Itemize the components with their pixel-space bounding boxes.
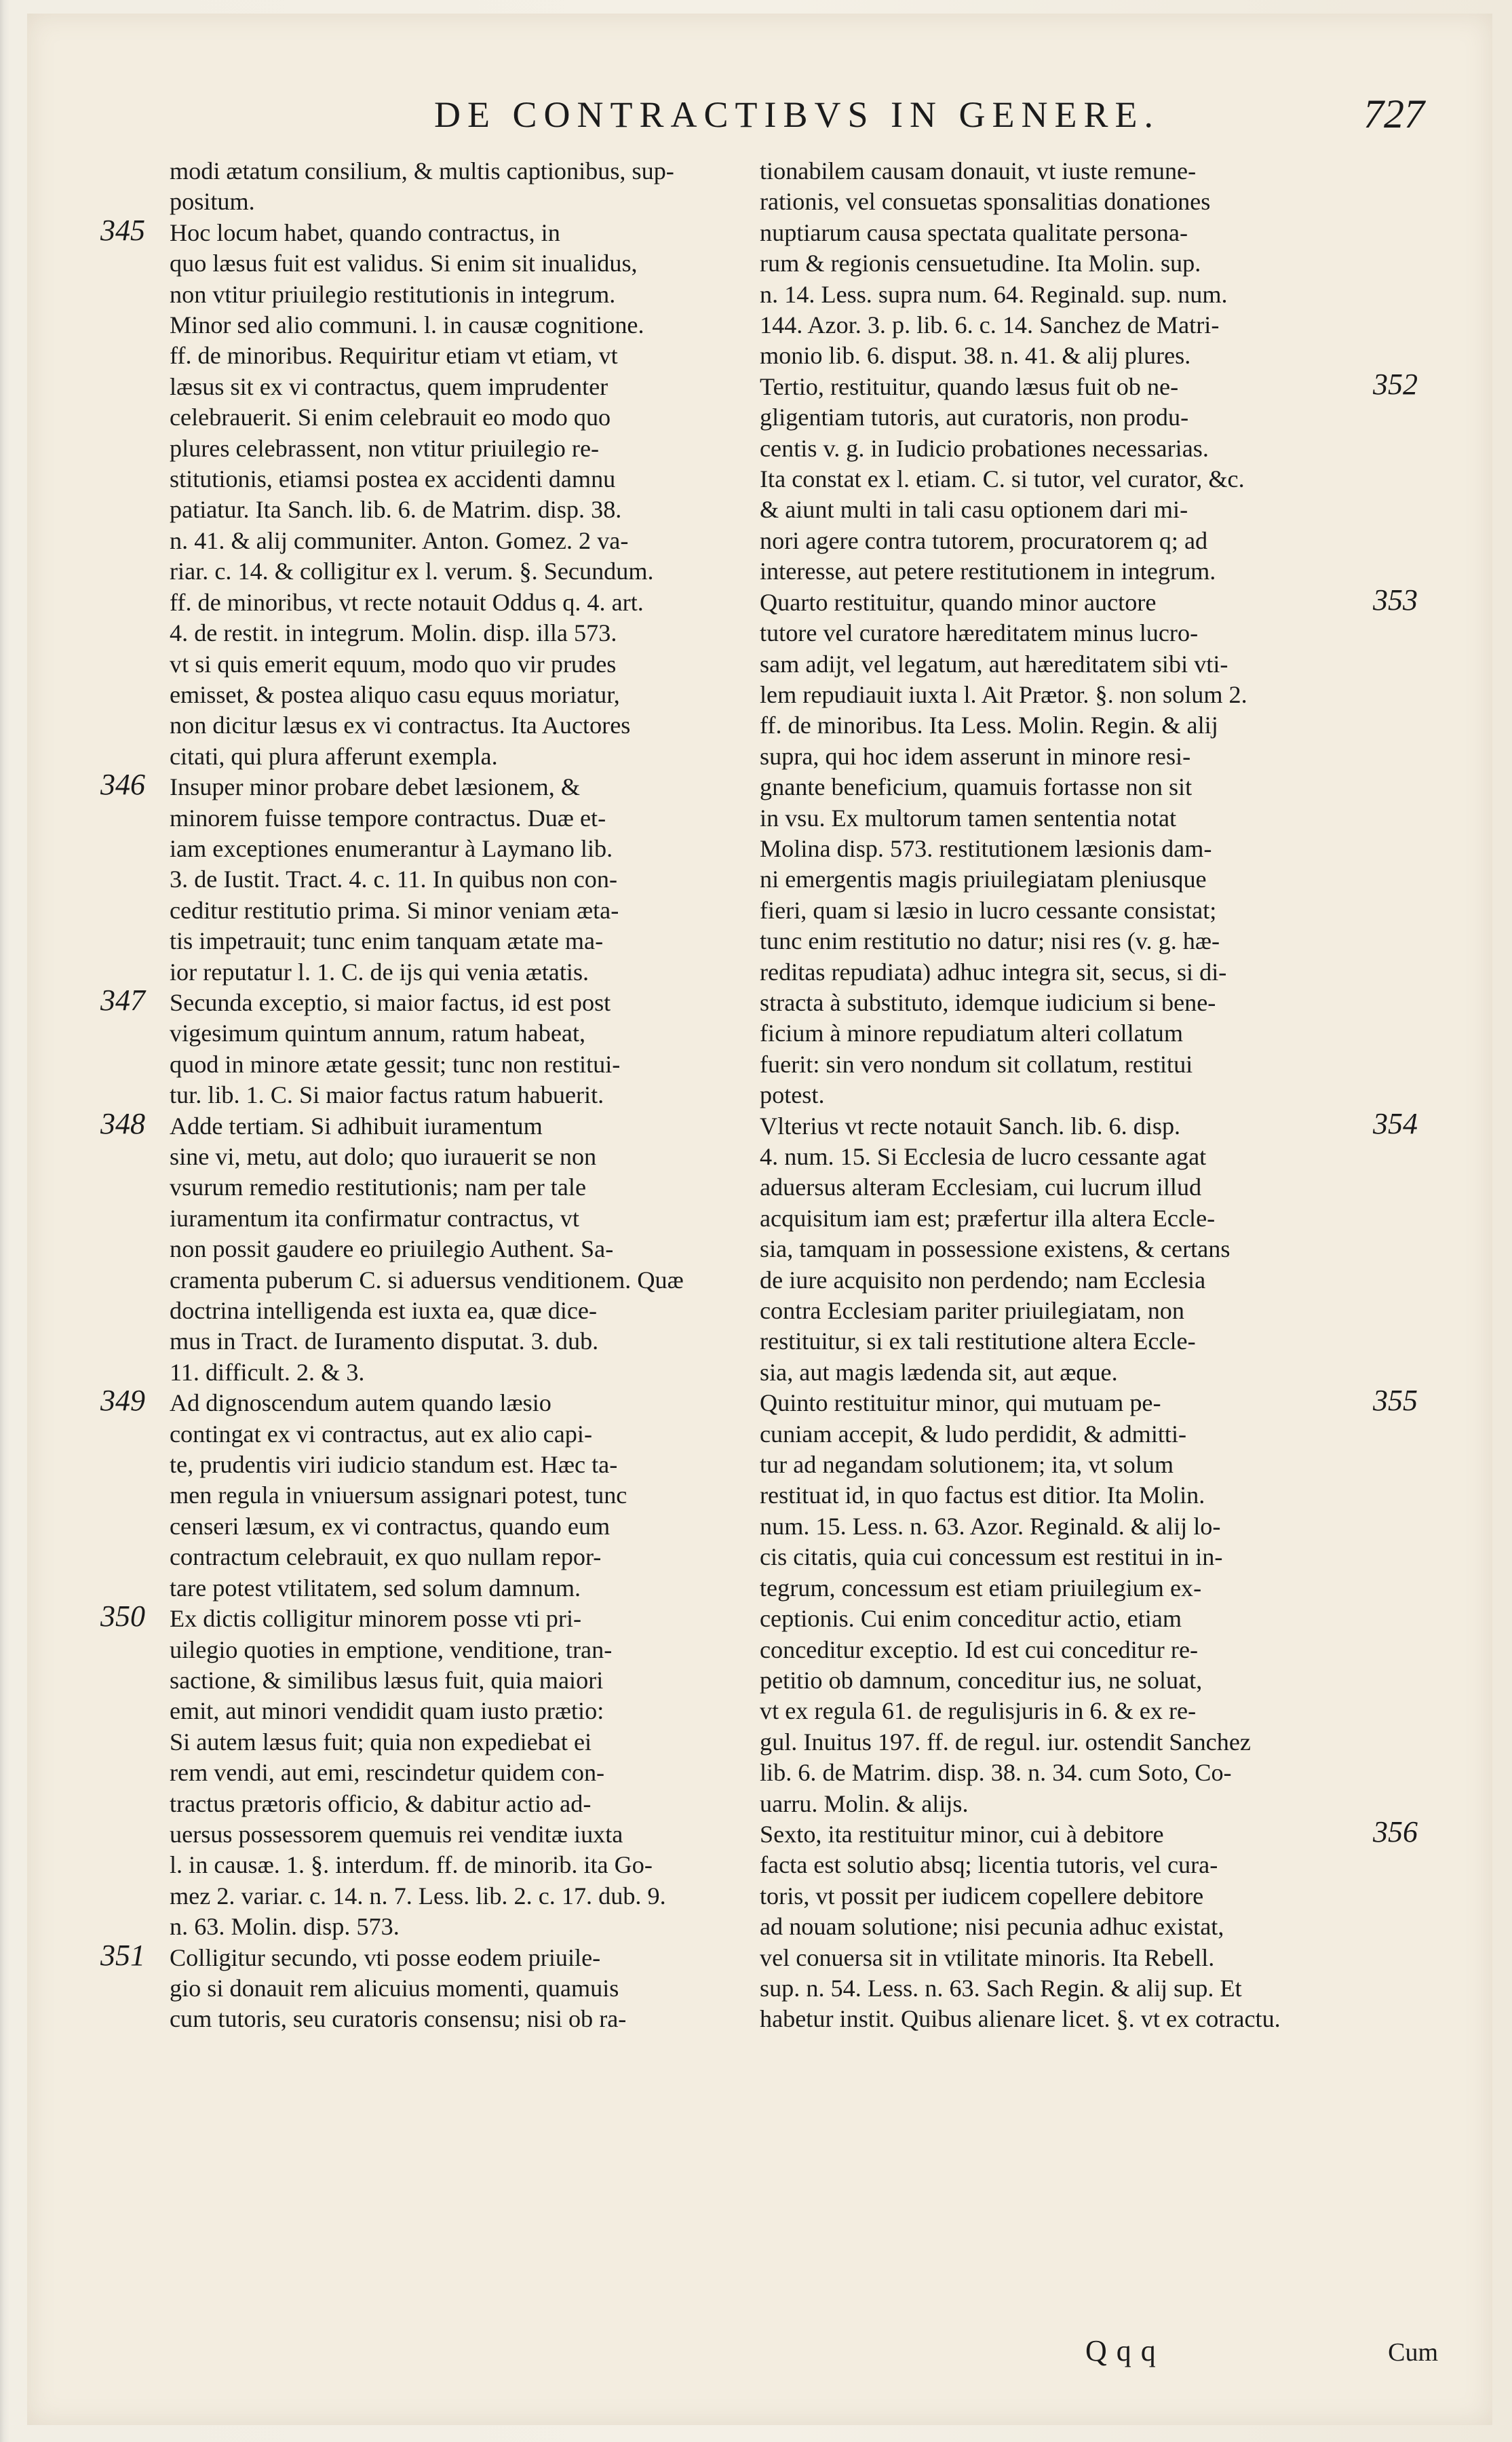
text-line: gligentiam tutoris, aut curatoris, non produ- [760, 404, 1189, 431]
text-line: fieri, quam si læsio in lucro cessante consistat; [760, 896, 1217, 924]
text-line: emisset, & postea aliquo casu equus moriatur, [170, 680, 620, 708]
text-line: sup. n. 54. Less. n. 63. Sach Regin. & alij sup. Et [760, 1974, 1242, 2002]
text-line: stitutionis, etiamsi postea ex accidenti damnu [170, 465, 616, 493]
text-line: sia, aut magis lædenda sit, aut æque. [760, 1358, 1118, 1386]
text-line: non dicitur læsus ex vi contractus. Ita Auctores [170, 712, 631, 739]
text-line: gul. Inuitus 197. ff. de regul. iur. ostendit Sanchez [760, 1728, 1251, 1756]
paragraph-number: 353 [1373, 583, 1418, 617]
text-line: restituitur, si ex tali restitutione altera Eccle- [760, 1327, 1196, 1355]
text-line: 3. de Iustit. Tract. 4. c. 11. In quibus non con- [170, 866, 618, 893]
text-line: Ita constat ex l. etiam. C. si tutor, vel curator, &c. [760, 465, 1245, 493]
text-line: celebrauerit. Si enim celebrauit eo modo quo [170, 404, 611, 431]
text-line: cramenta puberum C. si aduersus venditionem. Quæ [170, 1266, 684, 1294]
text-line: aduersus alteram Ecclesiam, cui lucrum illud [760, 1174, 1202, 1201]
text-line: reditas repudiata) adhuc integra sit, secus, si di- [760, 958, 1227, 986]
text-line: n. 14. Less. supra num. 64. Reginald. sup. num. [760, 280, 1228, 308]
text-line: tunc enim restitutio no datur; nisi res (v. g. hæ- [760, 927, 1220, 955]
text-line: gnante beneficium, quamuis fortasse non sit [760, 773, 1193, 801]
text-line: riar. c. 14. & colligitur ex l. verum. §. Secundum. [170, 558, 654, 585]
paragraph-number: 355 [1373, 1384, 1418, 1418]
text-line: tur ad negandam solutionem; ita, vt solum [760, 1451, 1174, 1479]
paragraph-number: 347 [100, 983, 145, 1017]
text-line: positum. [170, 188, 255, 216]
text-line: ficium à minore repudiatum alteri collatum [760, 1020, 1184, 1047]
paragraph-number: 345 [100, 213, 145, 247]
text-line: censeri læsum, ex vi contractus, quando eum [170, 1512, 610, 1540]
text-line: cis citatis, quia cui concessum est restitui in in- [760, 1543, 1223, 1571]
text-line: conceditur exceptio. Id est cui conceditur re- [760, 1635, 1199, 1663]
text-line: interesse, aut petere restitutionem in integrum. [760, 558, 1216, 585]
text-line: rationis, vel consuetas sponsalitias donationes [760, 188, 1211, 216]
paragraph-number: 346 [100, 768, 145, 802]
text-line: Adde tertiam. Si adhibuit iuramentum [170, 1112, 543, 1140]
text-line: cuniam accepit, & ludo perdidit, & admitti- [760, 1420, 1187, 1448]
text-line: quod in minore ætate gessit; tunc non restitui- [170, 1050, 621, 1078]
text-line: Colligitur secundo, vti posse eodem priuile- [170, 1943, 601, 1971]
left-column [100, 156, 746, 2035]
text-line: quo læsus fuit est validus. Si enim sit inualidus, [170, 250, 638, 277]
paragraph-number: 351 [100, 1938, 145, 1972]
text-line: uersus possessorem quemuis rei venditæ iuxta [170, 1820, 623, 1848]
paragraph-number: 354 [1373, 1106, 1418, 1140]
text-line: l. in causæ. 1. §. interdum. ff. de minorib. ita Go- [170, 1851, 653, 1879]
text-line: in vsu. Ex multorum tamen sententia notat [760, 804, 1177, 832]
text-line: tutore vel curatore hæreditatem minus lucro- [760, 619, 1199, 647]
text-line: gio si donauit rem alicuius momenti, quamuis [170, 1974, 619, 2002]
text-line: mez 2. variar. c. 14. n. 7. Less. lib. 2. c. 17. dub. 9. [170, 1882, 666, 1910]
text-line: citati, qui plura afferunt exempla. [170, 742, 498, 770]
text-line: emit, aut minori vendidit quam iusto prætio: [170, 1697, 604, 1725]
text-line: non possit gaudere eo priuilegio Authent. Sa- [170, 1235, 614, 1263]
text-line: de iure acquisito non perdendo; nam Ecclesia [760, 1266, 1206, 1294]
text-line: monio lib. 6. disput. 38. n. 41. & alij plures. [760, 342, 1191, 370]
text-line: plures celebrassent, non vtitur priuilegio re- [170, 434, 600, 462]
text-line: Vlterius vt recte notauit Sanch. lib. 6. disp. [760, 1112, 1181, 1140]
text-line: tare potest vtilitatem, sed solum damnum. [170, 1574, 581, 1602]
paragraph [100, 1106, 746, 1389]
page-footer [1058, 2333, 1438, 2374]
text-line: ff. de minoribus, vt recte notauit Oddus q. 4. art. [170, 588, 644, 616]
text-line: ad nouam solutione; nisi pecunia adhuc existat, [760, 1913, 1224, 1941]
text-line: Ad dignoscendum autem quando læsio [170, 1389, 551, 1417]
paragraph-number: 356 [1373, 1815, 1418, 1848]
text-line: læsus sit ex vi contractus, quem imprudenter [170, 372, 608, 400]
catchword: Cum [1388, 2338, 1438, 2367]
text-line: facta est solutio absq; licentia tutoris, vel cura- [760, 1851, 1218, 1879]
page-number: 727 [1363, 92, 1424, 136]
text-line: vsurum remedio restitutionis; nam per tale [170, 1174, 587, 1201]
text-line: nuptiarum causa spectata qualitate persona- [760, 218, 1188, 246]
paragraph [100, 213, 746, 772]
text-line: toris, vt possit per iudicem copellere debitore [760, 1882, 1204, 1910]
text-line: Quarto restituitur, quando minor auctore [760, 588, 1157, 616]
text-line: centis v. g. in Iudicio probationes necessarias. [760, 434, 1209, 462]
text-line: vt ex regula 61. de regulisjuris in 6. & ex re- [760, 1697, 1197, 1725]
text-line: 4. de restit. in integrum. Molin. disp. illa 573. [170, 619, 617, 647]
text-line: contingat ex vi contractus, aut ex alio capi- [170, 1420, 592, 1448]
text-line: Si autem læsus fuit; quia non expediebat ei [170, 1728, 592, 1756]
text-line: sam adijt, vel legatum, aut hæreditatem sibi vti- [760, 650, 1228, 678]
paragraph-number: 349 [100, 1384, 145, 1418]
paragraph-number: 352 [1373, 367, 1418, 401]
text-line: lem repudiauit iuxta l. Ait Prætor. §. non solum 2. [760, 680, 1247, 708]
text-line: habetur instit. Quibus alienare licet. §. vt ex cotractu. [760, 2005, 1281, 2033]
text-line: rem vendi, aut emi, rescindetur quidem con- [170, 1759, 605, 1787]
text-line: iam exceptiones enumerantur à Laymano lib. [170, 834, 613, 862]
text-line: uarru. Molin. & alijs. [760, 1789, 969, 1817]
text-line: supra, qui hoc idem asserunt in minore resi- [760, 742, 1191, 770]
paragraph-number: 350 [100, 1600, 145, 1633]
paragraph [100, 1938, 746, 2035]
text-line: restituat id, in quo factus est ditior. Ita Molin. [760, 1481, 1205, 1509]
text-line: Tertio, restituitur, quando læsus fuit ob ne- [760, 372, 1179, 400]
text-line: Secunda exceptio, si maior factus, id est post [170, 988, 611, 1016]
text-line: vigesimum quintum annum, ratum habeat, [170, 1020, 586, 1047]
text-line: ni emergentis magis priuilegiatam pleniusque [760, 866, 1207, 893]
text-line: tur. lib. 1. C. Si maior factus ratum habuerit. [170, 1081, 604, 1109]
running-head: DE CONTRACTIBVS IN GENERE. [434, 94, 1160, 135]
text-line: petitio ob damnum, conceditur ius, ne soluat, [760, 1666, 1203, 1694]
paragraph [100, 983, 746, 1111]
text-line: tionabilem causam donauit, vt iuste remune- [760, 157, 1197, 185]
text-line: tegrum, concessum est etiam priuilegium ex- [760, 1574, 1202, 1602]
text-line: num. 15. Less. n. 63. Azor. Reginald. & alij lo- [760, 1512, 1221, 1540]
text-line: patiatur. Ita Sanch. lib. 6. de Matrim. disp. 38. [170, 496, 622, 524]
text-line: contra Ecclesiam pariter priuilegiatam, non [760, 1297, 1184, 1325]
text-line: n. 63. Molin. disp. 573. [170, 1913, 400, 1941]
paragraph-number: 348 [100, 1106, 145, 1140]
paragraph [100, 1384, 746, 1604]
text-line: ceptionis. Cui enim conceditur actio, etiam [760, 1605, 1182, 1633]
text-line: tractus prætoris officio, & dabitur actio ad- [170, 1789, 592, 1817]
text-line: ceditur restitutio prima. Si minor veniam æta- [170, 896, 619, 924]
text-line: men regula in vniuersum assignari potest, tunc [170, 1481, 627, 1509]
text-line: Sexto, ita restituitur minor, cui à debitore [760, 1820, 1164, 1848]
paragraph [760, 1384, 1418, 1819]
text-line: non vtitur priuilegio restitutionis in integrum. [170, 280, 616, 308]
text-line: 4. num. 15. Si Ecclesia de lucro cessante agat [760, 1143, 1207, 1170]
text-line: acquisitum iam est; præfertur illa altera Eccle- [760, 1204, 1216, 1232]
text-line: 11. difficult. 2. & 3. [170, 1358, 365, 1386]
text-line: Molina disp. 573. restitutionem læsionis dam- [760, 834, 1212, 862]
text-line: & aiunt multi in tali casu optionem dari mi- [760, 496, 1188, 524]
text-line: lib. 6. de Matrim. disp. 38. n. 34. cum Soto, Co- [760, 1759, 1232, 1787]
text-line: vt si quis emerit equum, modo quo vir prudes [170, 650, 617, 678]
paragraph [760, 367, 1418, 587]
paragraph [170, 156, 746, 218]
text-line: ior reputatur l. 1. C. de ijs qui venia ætatis. [170, 958, 589, 986]
paragraph [760, 1106, 1418, 1389]
paragraph [100, 768, 746, 988]
text-line: te, prudentis viri iudicio standum est. Hæc ta- [170, 1451, 618, 1479]
text-line: doctrina intelligenda est iuxta ea, quæ dice- [170, 1297, 598, 1325]
text-line: Hoc locum habet, quando contractus, in [170, 218, 560, 246]
paragraph [100, 1600, 746, 1942]
signature-mark: Qqq [1085, 2334, 1165, 2367]
text-line: ff. de minoribus. Requiritur etiam vt etiam, vt [170, 342, 618, 370]
right-column [760, 156, 1418, 2035]
paragraph [760, 1815, 1418, 2035]
text-line: potest. [760, 1081, 825, 1109]
text-line: contractum celebrauit, ex quo nullam repor- [170, 1543, 602, 1571]
text-line: tis impetrauit; tunc enim tanquam ætate ma- [170, 927, 604, 955]
page-header [380, 94, 1424, 148]
text-line: nori agere contra tutorem, procuratorem q; ad [760, 526, 1208, 554]
text-line: vel conuersa sit in vtilitate minoris. Ita Rebell. [760, 1943, 1215, 1971]
text-line: sia, tamquam in possessione existens, & certans [760, 1235, 1230, 1263]
text-line: stracta à substituto, idemque iudicium si bene- [760, 988, 1216, 1016]
text-line: fuerit: sin vero nondum sit collatum, restitui [760, 1050, 1193, 1078]
text-line: iuramentum ita confirmatur contractus, vt [170, 1204, 579, 1232]
text-line: Minor sed alio communi. l. in causæ cognitione. [170, 311, 644, 339]
text-line: Ex dictis colligitur minorem posse vti pri- [170, 1605, 582, 1633]
text-line: Quinto restituitur minor, qui mutuam pe- [760, 1389, 1161, 1417]
paragraph [760, 583, 1418, 1111]
text-line: sactione, & similibus læsus fuit, quia maiori [170, 1666, 604, 1694]
text-line: uilegio quoties in emptione, venditione, tran- [170, 1635, 613, 1663]
text-line: modi ætatum consilium, & multis captionibus, sup- [170, 157, 674, 185]
text-line: cum tutoris, seu curatoris consensu; nisi ob ra- [170, 2005, 627, 2033]
text-line: mus in Tract. de Iuramento disputat. 3. dub. [170, 1327, 599, 1355]
text-line: minorem fuisse tempore contractus. Duæ et- [170, 804, 606, 832]
text-line: n. 41. & alij communiter. Anton. Gomez. 2 va- [170, 526, 629, 554]
text-line: Insuper minor probare debet læsionem, & [170, 773, 580, 801]
paragraph [760, 156, 1336, 372]
text-line: ff. de minoribus. Ita Less. Molin. Regin. & alij [760, 712, 1218, 739]
text-line: rum & regionis censuetudine. Ita Molin. sup. [760, 250, 1201, 277]
text-line: sine vi, metu, aut dolo; quo iurauerit se non [170, 1143, 597, 1170]
text-line: 144. Azor. 3. p. lib. 6. c. 14. Sanchez de Matri- [760, 311, 1220, 339]
